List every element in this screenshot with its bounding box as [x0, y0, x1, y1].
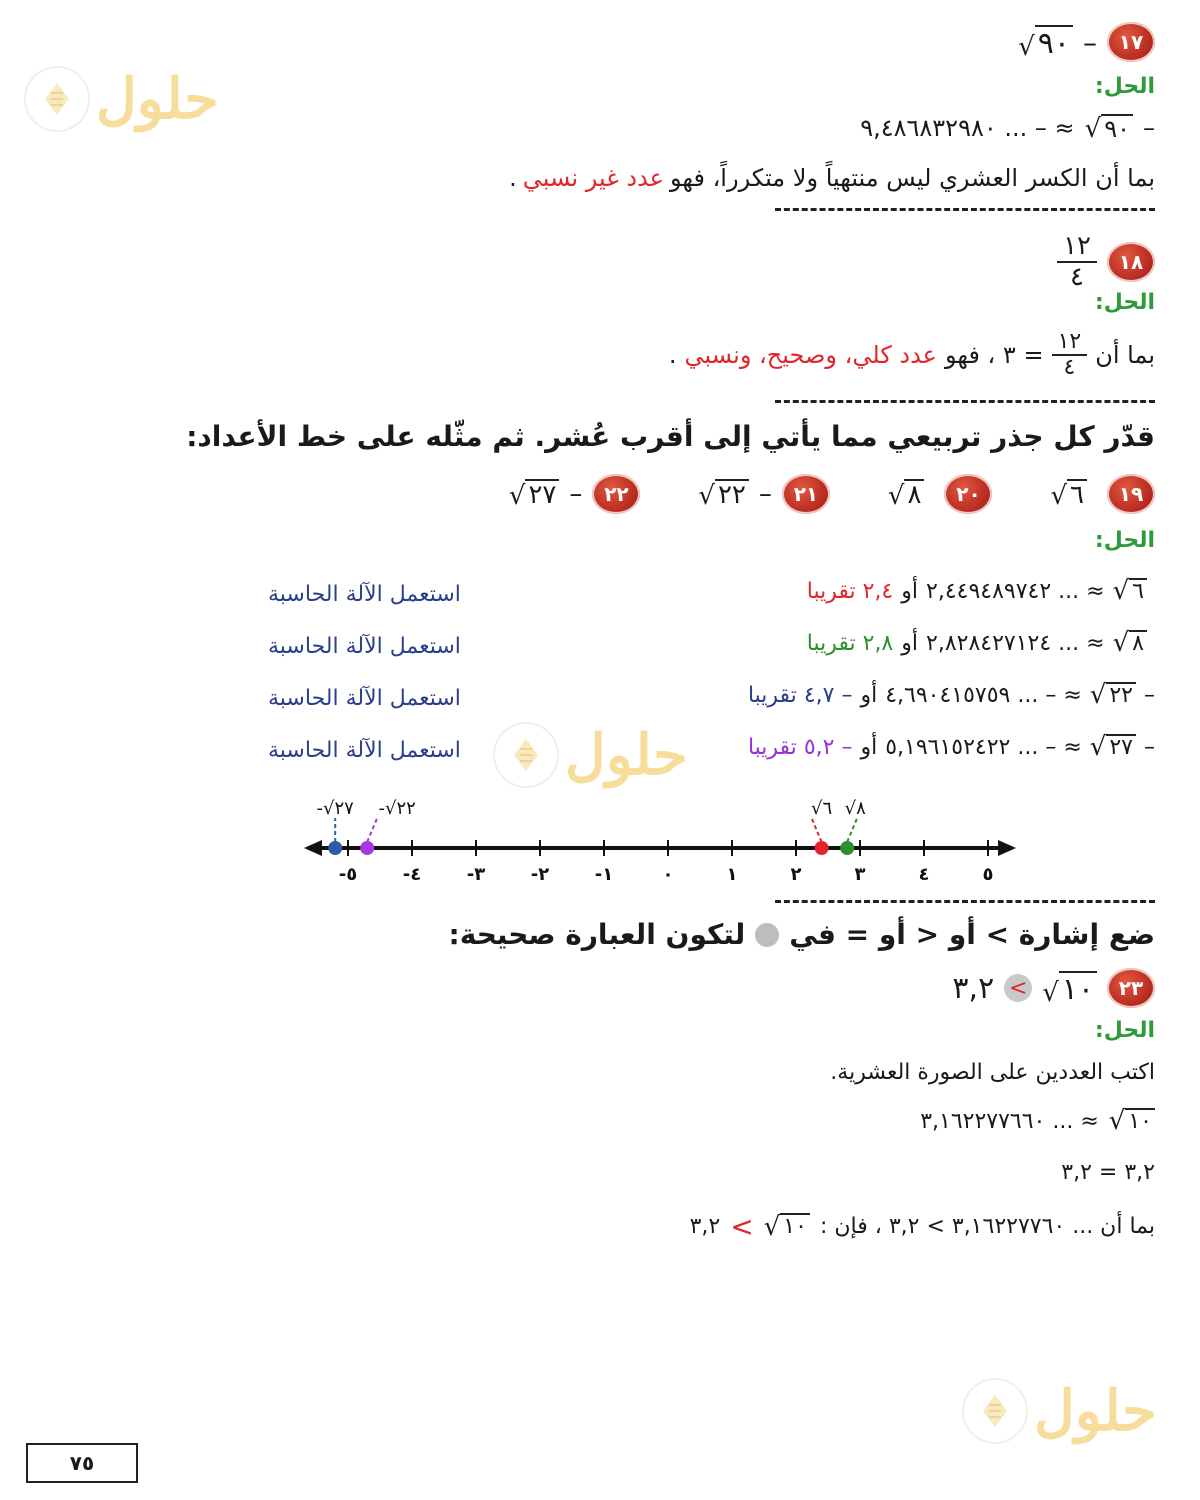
fraction: $\frac{١٢}{٤}$ — [1057, 232, 1097, 291]
or-text: أو — [901, 578, 919, 604]
sqrt-expression: √ ٢٢ — [1090, 682, 1136, 708]
tick-label: ١ — [726, 864, 738, 885]
q17-header — [1018, 22, 1155, 62]
tick-label: ٣- — [466, 864, 486, 885]
q17-minus: – — [1083, 25, 1097, 59]
book-icon — [493, 722, 559, 788]
tick-label: ٠ — [662, 864, 674, 885]
approx-value: ≈ – ... ٥,١٩٦١٥٢٤٢٢ — [885, 734, 1082, 760]
conclusion-text: بما أن ... ٣,١٦٢٢٧٧٦٠ > ٣,٢ ، فإن : — [819, 1214, 1155, 1239]
sqrt-expression: √ ٩٠ — [1085, 114, 1133, 142]
approx-row — [747, 680, 1155, 711]
exercise-item — [509, 474, 641, 514]
sqrt-expression: √ ١٠ — [1109, 1108, 1155, 1134]
sqrt-expression: √ ٨ — [1113, 630, 1147, 656]
sqrt-expression: √ ٩٠ — [1018, 25, 1073, 60]
approx-value: ≈ – ... ٤,٦٩٠٤١٥٧٥٩ — [885, 682, 1082, 708]
rounded-result: – ٥,٢ تقريبا — [747, 734, 853, 760]
minus-sign: – — [1143, 114, 1155, 143]
number-line-point — [328, 841, 342, 855]
compared-value: ٣,٢ — [689, 1214, 721, 1239]
book-icon — [24, 66, 90, 132]
question-badge: ٢٢ — [592, 474, 640, 514]
approx-value: ≈ – ... ٩,٤٨٦٨٣٢٩٨٠ — [860, 114, 1075, 143]
tick-label: ٤ — [918, 864, 930, 885]
section-heading — [449, 918, 1155, 951]
comparison-sign: > — [730, 1210, 754, 1243]
radical-sign-icon: √ — [1042, 977, 1059, 1008]
question-badge: ١٨ — [1107, 242, 1155, 282]
rounded-result: ٢,٨ تقريبا — [806, 630, 894, 656]
decimal-line — [920, 1106, 1155, 1137]
approx-row — [806, 576, 1155, 607]
heading-part: ضع إشارة > أو < أو = في — [789, 918, 1155, 951]
exercise-list — [509, 474, 1155, 514]
radical-sign-icon: √ — [1050, 481, 1068, 512]
approx-value: ≈ ... ٣,١٦٢٢٧٧٦٦٠ — [920, 1108, 1099, 1134]
statement-text: بما أن الكسر العشري ليس منتهياً ولا متكرراً، فهو — [670, 164, 1155, 192]
compared-value: ٣,٢ — [952, 970, 995, 1006]
sqrt-expression: √ ٢٧ — [509, 479, 560, 510]
period: . — [668, 341, 677, 370]
sqrt-expression: √ ٨ — [888, 479, 925, 510]
number-line-point — [840, 841, 854, 855]
watermark-logo — [24, 66, 219, 132]
question-badge: ٢١ — [782, 474, 830, 514]
sqrt-expression: √ ٢٧ — [1090, 734, 1136, 760]
heading-part: لتكون العبارة صحيحة: — [448, 918, 746, 951]
tick-label: ٢ — [790, 864, 802, 885]
radical-sign-icon: √ — [1089, 680, 1107, 711]
q23-header — [952, 968, 1155, 1008]
watermark-text: حلول — [1034, 1378, 1157, 1444]
approx-row — [747, 732, 1155, 763]
calculator-note: استعمل الآلة الحاسبة — [268, 686, 461, 711]
point-label: -√٢٧ — [316, 798, 354, 819]
divider — [775, 900, 1155, 903]
section-heading: قدّر كل جذر تربيعي مما يأتي إلى أقرب عُشر. ثم مثّله على خط الأعداد: — [186, 420, 1155, 453]
minus-sign: – — [1144, 682, 1155, 708]
radical-sign-icon: √ — [763, 1211, 781, 1242]
rounded-result: ٢,٤ تقريبا — [806, 578, 894, 604]
book-icon — [962, 1378, 1028, 1444]
calculator-note: استعمل الآلة الحاسبة — [268, 634, 461, 659]
q17-line2 — [509, 164, 1155, 192]
tick-label: ٥- — [338, 864, 358, 885]
solution-label: الحل: — [1094, 74, 1155, 99]
solution-label: الحل: — [1094, 1018, 1155, 1043]
watermark-logo — [493, 722, 688, 788]
point-label: -√٢٢ — [378, 798, 416, 819]
solution-label: الحل: — [1094, 528, 1155, 553]
minus-sign: – — [758, 479, 772, 509]
point-label: √٦ — [811, 798, 833, 819]
radical-sign-icon: √ — [508, 481, 526, 512]
approx-value: ≈ ... ٢,٨٢٨٤٢٧١٢٤ — [926, 630, 1105, 656]
rounded-result: – ٤,٧ تقريبا — [747, 682, 853, 708]
q18-header — [1057, 232, 1155, 291]
watermark-logo — [962, 1378, 1157, 1444]
sqrt-expression: √ ١٠ — [764, 1213, 810, 1239]
question-badge: ٢٣ — [1107, 968, 1155, 1008]
question-badge: ٢٠ — [944, 474, 992, 514]
point-leader-line — [812, 818, 822, 842]
question-badge: ١٧ — [1107, 22, 1155, 62]
point-label: √٨ — [844, 798, 866, 819]
minus-sign: – — [569, 479, 583, 509]
arrow-right-icon — [998, 840, 1016, 856]
sqrt-expression: √ ٢٢ — [698, 479, 749, 510]
radical-sign-icon: √ — [887, 481, 905, 512]
equality-line: ٣,٢ = ٣,٢ — [1061, 1160, 1155, 1185]
exercise-item — [1050, 474, 1155, 514]
page-number: ٧٥ — [26, 1443, 138, 1483]
arrow-left-icon — [304, 840, 322, 856]
approx-row — [806, 628, 1155, 659]
approx-value: ≈ ... ٢,٤٤٩٤٨٩٧٤٢ — [926, 578, 1105, 604]
minus-sign: – — [1144, 734, 1155, 760]
statement-text: بما أن — [1095, 341, 1155, 370]
comparison-sign: > — [1004, 974, 1032, 1002]
equation-text: = ٣ ، فهو — [944, 341, 1044, 370]
tick-label: ٣ — [854, 864, 866, 885]
tick-label: ٤- — [402, 864, 422, 885]
sqrt-expression: √ ٦ — [1113, 578, 1147, 604]
q17-line1 — [860, 114, 1155, 145]
radical-sign-icon: √ — [1108, 1106, 1126, 1137]
answer-highlight: عدد كلي، وصحيح، ونسبي — [684, 341, 937, 370]
exercise-item — [698, 474, 830, 514]
fraction: $\frac{١٢}{٤}$ — [1052, 330, 1088, 380]
solution-label: الحل: — [1094, 290, 1155, 315]
tick-label: ١- — [594, 864, 614, 885]
sqrt-expression: √ ٦ — [1050, 479, 1087, 510]
point-leader-line — [847, 818, 857, 842]
tick-label: ٥ — [982, 864, 994, 885]
radical-sign-icon: √ — [1018, 31, 1035, 62]
number-line — [300, 790, 1020, 890]
watermark-text: حلول — [96, 66, 219, 132]
number-line-point — [360, 841, 374, 855]
period: . — [509, 164, 517, 192]
radical-sign-icon: √ — [1112, 628, 1130, 659]
divider — [775, 400, 1155, 403]
watermark-text: حلول — [565, 722, 688, 788]
number-line-point — [815, 841, 829, 855]
or-text: أو — [860, 734, 878, 760]
radical-sign-icon: √ — [698, 481, 715, 512]
sqrt-expression: √ ١٠ — [1042, 971, 1097, 1006]
exercise-item — [888, 474, 993, 514]
radical-sign-icon: √ — [1112, 576, 1130, 607]
conclusion-line — [690, 1210, 1155, 1243]
question-badge: ١٩ — [1107, 474, 1155, 514]
instruction-line: اكتب العددين على الصورة العشرية. — [830, 1060, 1155, 1085]
or-text: أو — [901, 630, 919, 656]
calculator-note: استعمل الآلة الحاسبة — [268, 738, 461, 763]
tick-label: ٢- — [530, 864, 550, 885]
calculator-note: استعمل الآلة الحاسبة — [268, 582, 461, 607]
radical-sign-icon: √ — [1084, 114, 1102, 145]
point-leader-line — [367, 818, 377, 842]
or-text: أو — [860, 682, 878, 708]
answer-highlight: عدد غير نسبي — [522, 164, 664, 192]
divider — [775, 208, 1155, 211]
placeholder-circle-icon — [755, 923, 779, 947]
q18-line — [669, 330, 1155, 380]
radical-sign-icon: √ — [1089, 732, 1107, 763]
